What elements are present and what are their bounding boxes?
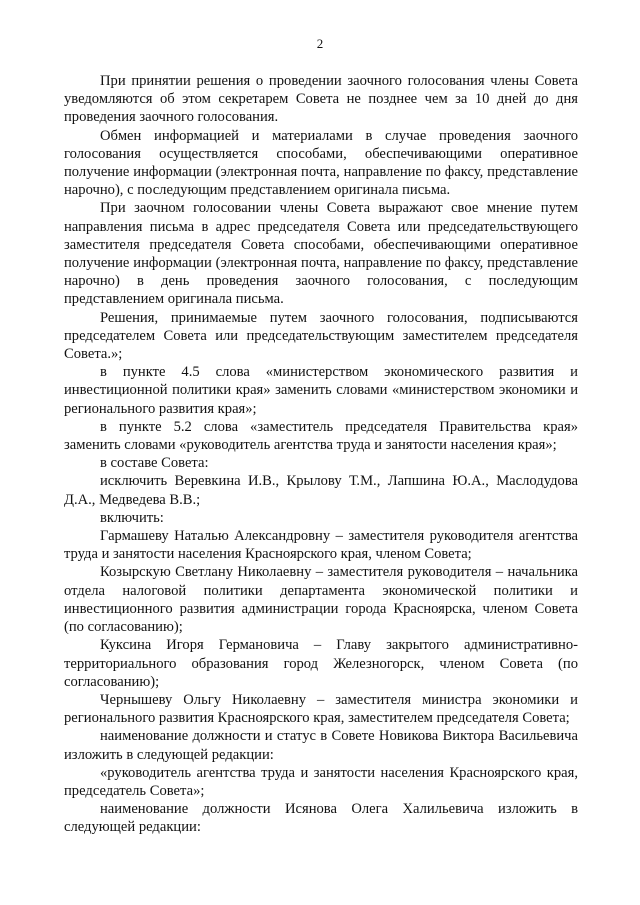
- paragraph: исключить Веревкина И.В., Крылову Т.М., Лапшина Ю.А., Маслодудова Д.А., Медведева В.В.;: [64, 473, 578, 508]
- paragraph: в пункте 5.2 слова «заместитель председателя Правительства края» заменить словами «руководитель агентства труда и занятости населения края»;: [64, 418, 578, 454]
- paragraph: Чернышеву Ольгу Николаевну – заместителя министра экономики и регионального развития Красноярского края, заместителем председателя Совета;: [64, 691, 578, 727]
- document-body: [64, 72, 578, 837]
- paragraph: включить:: [100, 509, 164, 526]
- page-number: 2: [316, 36, 324, 51]
- paragraph: «руководитель агентства труда и занятости населения Красноярского края, председатель Совета»;: [64, 764, 578, 799]
- paragraph: наименование должности Исянова Олега Халильевича изложить в следующей редакции:: [64, 801, 578, 836]
- paragraph: Обмен информацией и материалами в случае проведения заочного голосования осуществляется способами, обеспечивающими оперативное получение информации (электронная почта, направление по факсу, представление нарочно), с последующим представлением оригинала письма.: [64, 127, 578, 199]
- paragraph: в составе Совета:: [100, 455, 209, 472]
- paragraph: Гармашеву Наталью Александровну – заместителя руководителя агентства труда и занятости населения Красноярского края, членом Совета;: [64, 528, 578, 563]
- paragraph: При принятии решения о проведении заочного голосования члены Совета уведомляются об этом секретарем Совета не позднее чем за 10 дней до дня проведения заочного голосования.: [64, 73, 578, 126]
- paragraph: При заочном голосовании члены Совета выражают свое мнение путем направления письма в адрес председателя Совета или председательствующего заместителя председателя Совета способами, обеспечивающими оперативное получение информации (электронная почта, направление по факсу, представление нарочно) в день проведения заочного голосования, с последующим представлением оригинала письма.: [64, 200, 578, 308]
- paragraph: Решения, принимаемые путем заочного голосования, подписываются председателем Совета или председательствующим заместителем председателя Совета.»;: [64, 309, 578, 363]
- paragraph: в пункте 4.5 слова «министерством экономического развития и инвестиционной политики края» заменить словами «министерством экономики и регионального развития края»;: [64, 364, 578, 417]
- paragraph: Козырскую Светлану Николаевну – заместителя руководителя – начальника отдела налоговой политики департамента экономической политики и инвестиционного развития администрации города Красноярска, членом Совета (по согласованию);: [64, 564, 578, 636]
- paragraph: Куксина Игоря Германовича – Главу закрытого административно-территориального образования город Железногорск, членом Совета (по согласованию);: [64, 637, 578, 690]
- paragraph: наименование должности и статус в Совете Новикова Виктора Васильевича изложить в следующей редакции:: [64, 728, 578, 763]
